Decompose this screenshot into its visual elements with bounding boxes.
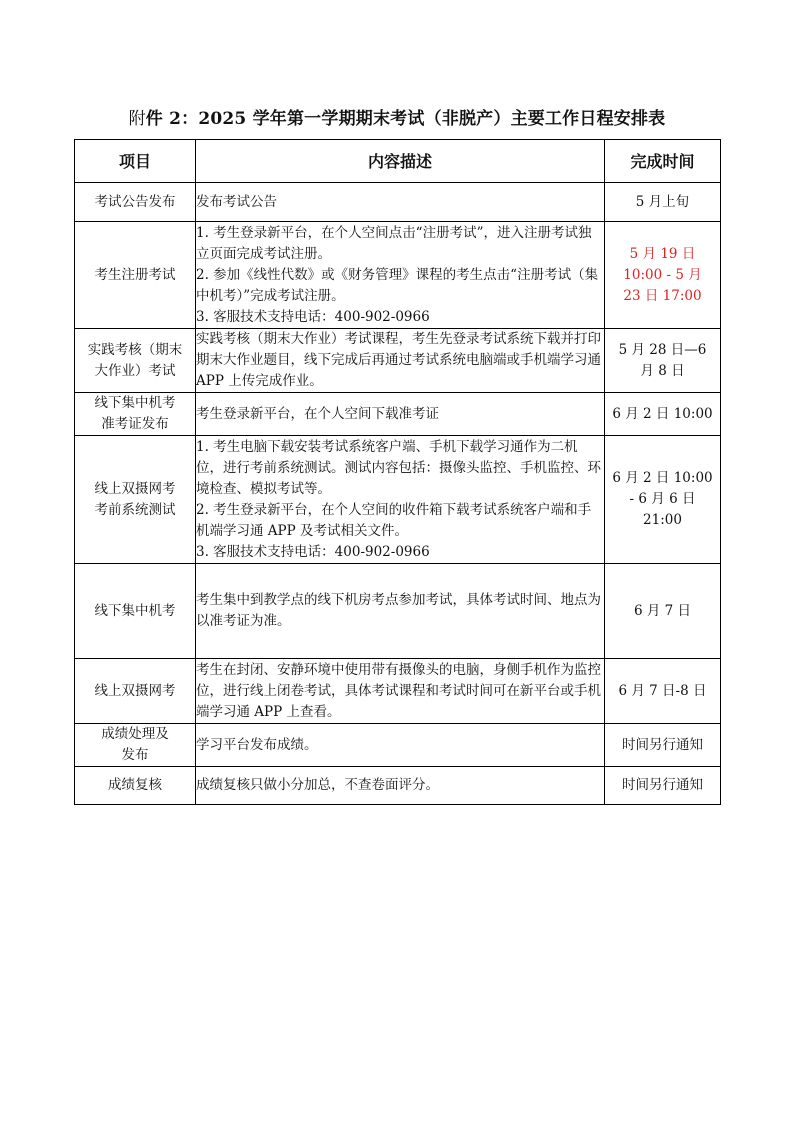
row-description-cell-line: 3. 客服技术支持电话：400-902-0966 xyxy=(196,308,430,325)
table-row xyxy=(75,564,721,659)
title-main: 件 2：2025 学年第一学期期末考试（非脱产）主要工作日程安排表 xyxy=(145,109,666,129)
row-time-cell-line: 时间另行通知 xyxy=(622,736,703,753)
row-item-cell xyxy=(75,564,196,659)
row-description-cell-line: 学习平台发布成绩。 xyxy=(196,736,318,753)
table-header-row xyxy=(75,140,721,183)
table-row xyxy=(75,393,721,436)
row-item-cell-line: 考前系统测试 xyxy=(94,501,176,518)
row-time-cell-line: 5 月上旬 xyxy=(635,193,690,210)
row-time-cell-line: - 6 月 6 日 xyxy=(629,491,696,507)
row-description-cell xyxy=(196,436,605,564)
row-time-cell xyxy=(605,436,721,564)
row-description-cell-line: 考生在封闭、安静环境中使用带有摄像头的电脑，身侧手机作为监控位，进行线上闭卷考试，具体考试课程和考试时间可在新平台或手机端学习通 APP 上查看。 xyxy=(196,661,601,720)
row-description-cell xyxy=(196,183,605,222)
table-row xyxy=(75,183,721,222)
header-item: 项目 xyxy=(75,140,196,183)
header-time: 完成时间 xyxy=(605,140,721,183)
row-time-cell-line: 6 月 2 日 10:00 xyxy=(612,405,713,422)
row-description-cell-line: 2. 考生登录新平台，在个人空间的收件箱下载考试系统客户端和手机端学习通 APP 及考试相关文件。 xyxy=(196,501,592,539)
row-time-cell-line: 6 月 7 日-8 日 xyxy=(618,682,707,699)
row-description-cell xyxy=(196,659,605,724)
row-description-cell-line: 发布考试公告 xyxy=(196,193,277,210)
row-item-cell-line: 成绩复核 xyxy=(108,777,162,793)
table-row xyxy=(75,659,721,724)
row-time-cell-line: 21:00 xyxy=(643,512,682,528)
table-row xyxy=(75,767,721,805)
row-time-cell xyxy=(605,222,721,329)
row-time-cell xyxy=(605,659,721,724)
row-time-cell-line: 6 月 2 日 10:00 xyxy=(612,470,713,486)
row-description-cell-line: 实践考核（期末大作业）考试课程，考生先登录考试系统下载并打印期末大作业题目，线下完成后再通过考试系统电脑端或手机端学习通 APP 上传完成作业。 xyxy=(196,331,601,389)
row-time-cell-line: 6 月 7 日 xyxy=(633,602,692,619)
row-item-cell xyxy=(75,393,196,436)
row-item-cell-line: 考试公告发布 xyxy=(94,193,176,210)
row-description-cell-line: 考生登录新平台，在个人空间下载准考证 xyxy=(196,405,439,422)
row-item-cell xyxy=(75,767,196,805)
row-description-cell-line: 2. 参加《线性代数》或《财务管理》课程的考生点击“注册考试（集中机考）”完成考试注册。 xyxy=(196,266,599,304)
row-description-cell-line: 成绩复核只做小分加总，不查卷面评分。 xyxy=(196,777,439,793)
row-item-cell-line: 发布 xyxy=(121,747,149,763)
row-time-cell xyxy=(605,564,721,659)
header-description: 内容描述 xyxy=(196,140,605,183)
table-row xyxy=(75,222,721,329)
row-time-cell-line: 时间另行通知 xyxy=(622,777,703,793)
row-time-cell-line: 月 8 日 xyxy=(640,362,685,379)
row-item-cell-line: 考生注册考试 xyxy=(94,266,176,283)
row-item-cell-line: 成绩处理及 xyxy=(101,726,169,742)
table-body xyxy=(75,183,721,805)
row-time-cell xyxy=(605,724,721,767)
row-description-cell xyxy=(196,222,605,329)
row-item-cell xyxy=(75,724,196,767)
row-description-cell xyxy=(196,329,605,393)
row-description-cell xyxy=(196,724,605,767)
row-description-cell-line: 1. 考生登录新平台，在个人空间点击“注册考试”，进入注册考试独立页面完成考试注册。 xyxy=(196,224,592,262)
row-time-cell-line: 10:00 - 5 月 xyxy=(623,266,702,283)
table-row xyxy=(75,724,721,767)
row-item-cell xyxy=(75,183,196,222)
row-time-cell xyxy=(605,329,721,393)
row-time-cell xyxy=(605,183,721,222)
row-item-cell-line: 线下集中机考 xyxy=(94,602,176,619)
title-prefix: 附 xyxy=(128,109,146,129)
row-item-cell-line: 线下集中机考 xyxy=(94,395,176,411)
row-description-cell-line: 考生集中到教学点的线下机房考点参加考试，具体考试时间、地点为以准考证为准。 xyxy=(196,592,601,629)
row-item-cell-line: 线上双摄网考 xyxy=(94,682,176,699)
row-item-cell-line: 线上双摄网考 xyxy=(94,480,176,497)
row-description-cell-line: 3. 客服技术支持电话：400-902-0966 xyxy=(196,543,430,560)
row-description-cell xyxy=(196,564,605,659)
row-description-cell-line: 1. 考生电脑下载安装考试系统客户端、手机下载学习通作为二机位，进行考前系统测试。测试内容包括：摄像头监控、手机监控、环境检查、模拟考试等。 xyxy=(196,438,601,497)
row-time-cell-line: 5 月 19 日 xyxy=(629,245,696,262)
schedule-table xyxy=(74,139,721,805)
row-time-cell xyxy=(605,393,721,436)
row-time-cell-line: 23 日 17:00 xyxy=(623,287,702,304)
row-item-cell-line: 实践考核（期末 xyxy=(87,341,183,358)
row-item-cell xyxy=(75,329,196,393)
row-item-cell xyxy=(75,659,196,724)
row-description-cell xyxy=(196,393,605,436)
row-time-cell-line: 5 月 28 日—6 xyxy=(618,341,707,358)
row-time-cell xyxy=(605,767,721,805)
table-row xyxy=(75,436,721,564)
row-item-cell-line: 大作业）考试 xyxy=(94,362,176,379)
row-item-cell xyxy=(75,436,196,564)
row-description-cell xyxy=(196,767,605,805)
page-title xyxy=(0,104,794,129)
row-item-cell xyxy=(75,222,196,329)
row-item-cell-line: 准考证发布 xyxy=(101,416,169,432)
table-row xyxy=(75,329,721,393)
